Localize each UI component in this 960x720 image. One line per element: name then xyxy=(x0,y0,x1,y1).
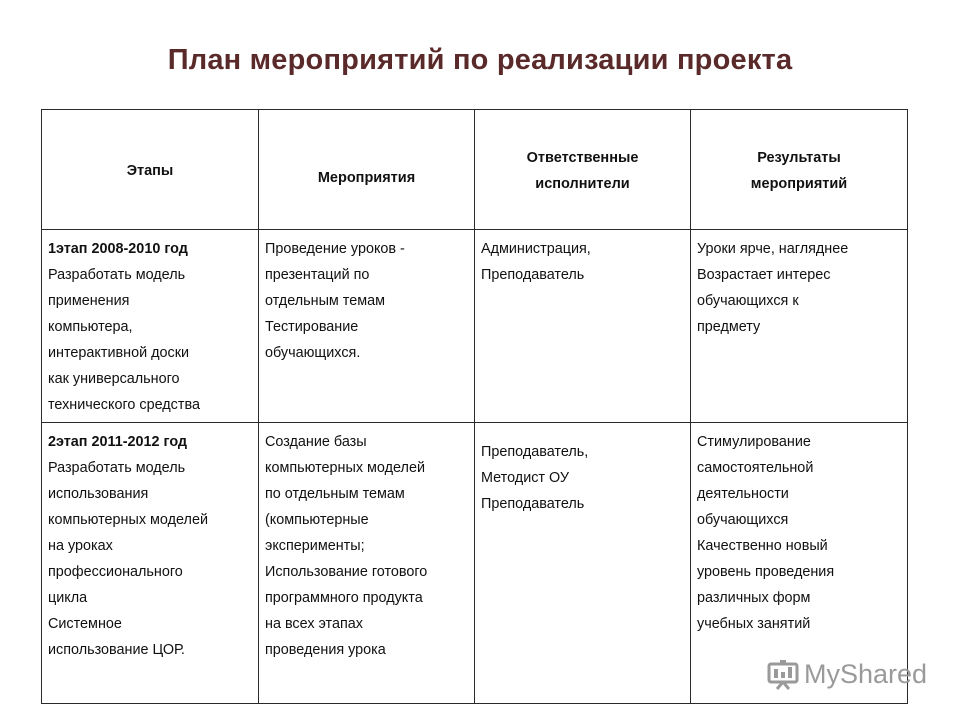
header-stages-label: Этапы xyxy=(126,162,174,179)
cell-line: самостоятельной xyxy=(697,460,814,476)
cell-line: различных форм xyxy=(697,590,811,606)
cell-stage xyxy=(42,423,259,704)
header-responsible xyxy=(475,110,691,230)
cell-line: программного продукта xyxy=(265,590,423,606)
cell-events xyxy=(259,423,475,704)
cell-line: Разработать модель xyxy=(48,460,186,476)
project-plan-table xyxy=(41,109,908,704)
cell-line: Администрация, xyxy=(481,241,591,257)
cell-line: Тестирование xyxy=(265,319,359,335)
cell-line: обучающихся xyxy=(697,512,789,528)
header-results-line: мероприятий xyxy=(750,175,848,192)
cell-line: презентаций по xyxy=(265,267,370,283)
cell-line: профессионального xyxy=(48,564,183,580)
cell-line: использование ЦОР. xyxy=(48,642,185,658)
cell-line: Преподаватель xyxy=(481,496,585,512)
cell-line: Качественно новый xyxy=(697,538,828,554)
cell-line: компьютерных моделей xyxy=(48,512,208,528)
cell-line: как универсального xyxy=(48,371,180,387)
cell-line: предмету xyxy=(697,319,761,335)
cell-line: по отдельным темам xyxy=(265,486,405,502)
page-title: План мероприятий по реализации проекта xyxy=(167,44,793,76)
cell-line: компьютерных моделей xyxy=(265,460,425,476)
cell-line: отдельным темам xyxy=(265,293,386,309)
presentation-board-icon xyxy=(766,657,800,691)
cell-line: использования xyxy=(48,486,149,502)
cell-line: учебных занятий xyxy=(697,616,811,632)
cell-line: Стимулирование xyxy=(697,434,811,450)
cell-line: Создание базы xyxy=(265,434,367,450)
cell-line: на уроках xyxy=(48,538,113,554)
cell-line: на всех этапах xyxy=(265,616,363,632)
cell-line: (компьютерные xyxy=(265,512,369,528)
cell-results xyxy=(691,230,908,423)
header-responsible-line: Ответственные xyxy=(526,149,639,166)
cell-line: Возрастает интерес xyxy=(697,267,831,283)
cell-line: технического средства xyxy=(48,397,200,413)
header-events-label: Мероприятия xyxy=(317,169,416,186)
cell-line: Преподаватель, xyxy=(481,444,589,460)
header-stages xyxy=(42,110,259,230)
header-events xyxy=(259,110,475,230)
table-row xyxy=(42,230,908,423)
cell-events xyxy=(259,230,475,423)
cell-line: обучающихся. xyxy=(265,345,361,361)
stage-title: 1этап 2008-2010 год xyxy=(48,241,188,257)
cell-line: Разработать модель xyxy=(48,267,186,283)
cell-stage xyxy=(42,230,259,423)
cell-line: Преподаватель xyxy=(481,267,585,283)
cell-line: компьютера, xyxy=(48,319,133,335)
cell-line: применения xyxy=(48,293,130,309)
header-results xyxy=(691,110,908,230)
cell-line: цикла xyxy=(48,590,88,606)
cell-line: Методист ОУ xyxy=(481,470,570,486)
cell-responsible xyxy=(475,423,691,704)
watermark-text: MyShared xyxy=(804,658,928,689)
cell-line: обучающихся к xyxy=(697,293,799,309)
header-results-line: Результаты xyxy=(757,149,841,166)
cell-line: деятельности xyxy=(697,486,789,502)
cell-line: Уроки ярче, нагляднее xyxy=(697,241,849,257)
watermark-logo xyxy=(766,656,927,692)
cell-line: Проведение уроков - xyxy=(265,241,405,257)
cell-line: Системное xyxy=(48,616,122,632)
cell-line: эксперименты; xyxy=(265,538,365,554)
header-responsible-line: исполнители xyxy=(535,175,630,192)
cell-responsible xyxy=(475,230,691,423)
stage-title: 2этап 2011-2012 год xyxy=(48,434,188,450)
cell-line: интерактивной доски xyxy=(48,345,190,361)
cell-line: Использование готового xyxy=(265,564,428,580)
cell-line: проведения урока xyxy=(265,642,386,658)
table-header-row xyxy=(42,110,908,230)
cell-line: уровень проведения xyxy=(697,564,835,580)
